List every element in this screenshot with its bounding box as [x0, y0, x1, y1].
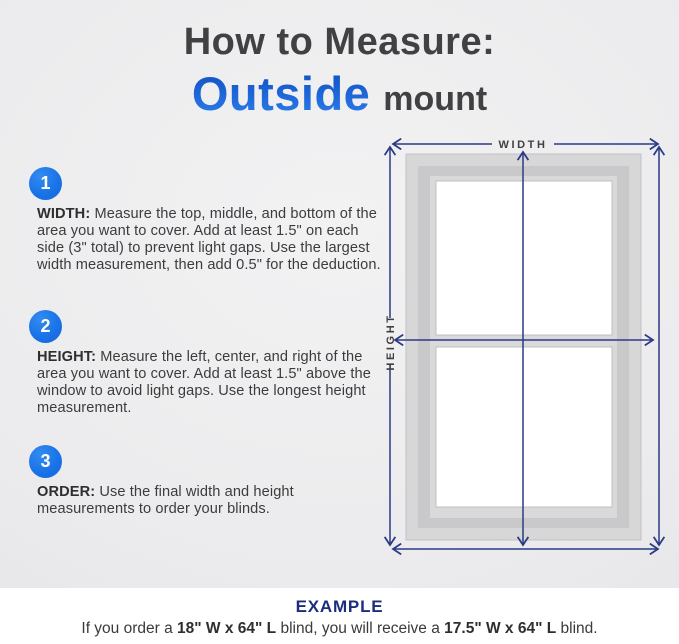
- step-3-text: [37, 484, 385, 518]
- example-part-1: If you order a: [81, 620, 178, 637]
- step-2-number-badge: 2: [29, 310, 62, 343]
- title-highlight-outside: Outside: [191, 66, 371, 120]
- example-received-size: 17.5" W x 64" L: [444, 620, 557, 637]
- step-1-label: WIDTH:: [37, 206, 91, 222]
- window-pane-lower: [436, 347, 612, 507]
- height-label: HEIGHT: [385, 313, 397, 371]
- example-part-5: blind.: [556, 620, 598, 637]
- step-2: [29, 310, 385, 417]
- step-3-number-badge: 3: [29, 445, 62, 478]
- step-1-text: [37, 206, 385, 274]
- step-2-label: HEIGHT:: [37, 349, 97, 365]
- title-suffix-mount: mount: [383, 79, 488, 118]
- title-line2: [0, 66, 679, 121]
- step-2-text: [37, 349, 385, 417]
- step-1: [29, 167, 385, 274]
- step-3: [29, 445, 385, 518]
- window-measurement-diagram: [380, 136, 672, 582]
- step-3-body: Use the final width and height measurements to order your blinds.: [37, 484, 294, 517]
- example-sentence: [0, 620, 679, 638]
- width-label: WIDTH: [498, 139, 548, 151]
- page-title: [0, 22, 679, 121]
- step-1-number-badge: 1: [29, 167, 62, 200]
- step-1-body: Measure the top, middle, and bottom of the area you want to cover. Add at least 1.5" on each side (3" total) to prevent light gaps. Use the largest width measurement, then add 0.5" for the deduction.: [37, 206, 381, 273]
- example-heading: EXAMPLE: [295, 597, 384, 616]
- window-pane-upper: [436, 181, 612, 335]
- example-ordered-size: 18" W x 64" L: [177, 620, 277, 637]
- example-part-3: blind, you will receive a: [276, 620, 445, 637]
- step-3-label: ORDER:: [37, 484, 96, 500]
- step-2-body: Measure the left, center, and right of the area you want to cover. Add at least 1.5" above the window to avoid light gaps. Use the longest height measurement.: [37, 349, 371, 416]
- example-footer: [0, 588, 679, 644]
- title-line1: How to Measure:: [183, 21, 496, 63]
